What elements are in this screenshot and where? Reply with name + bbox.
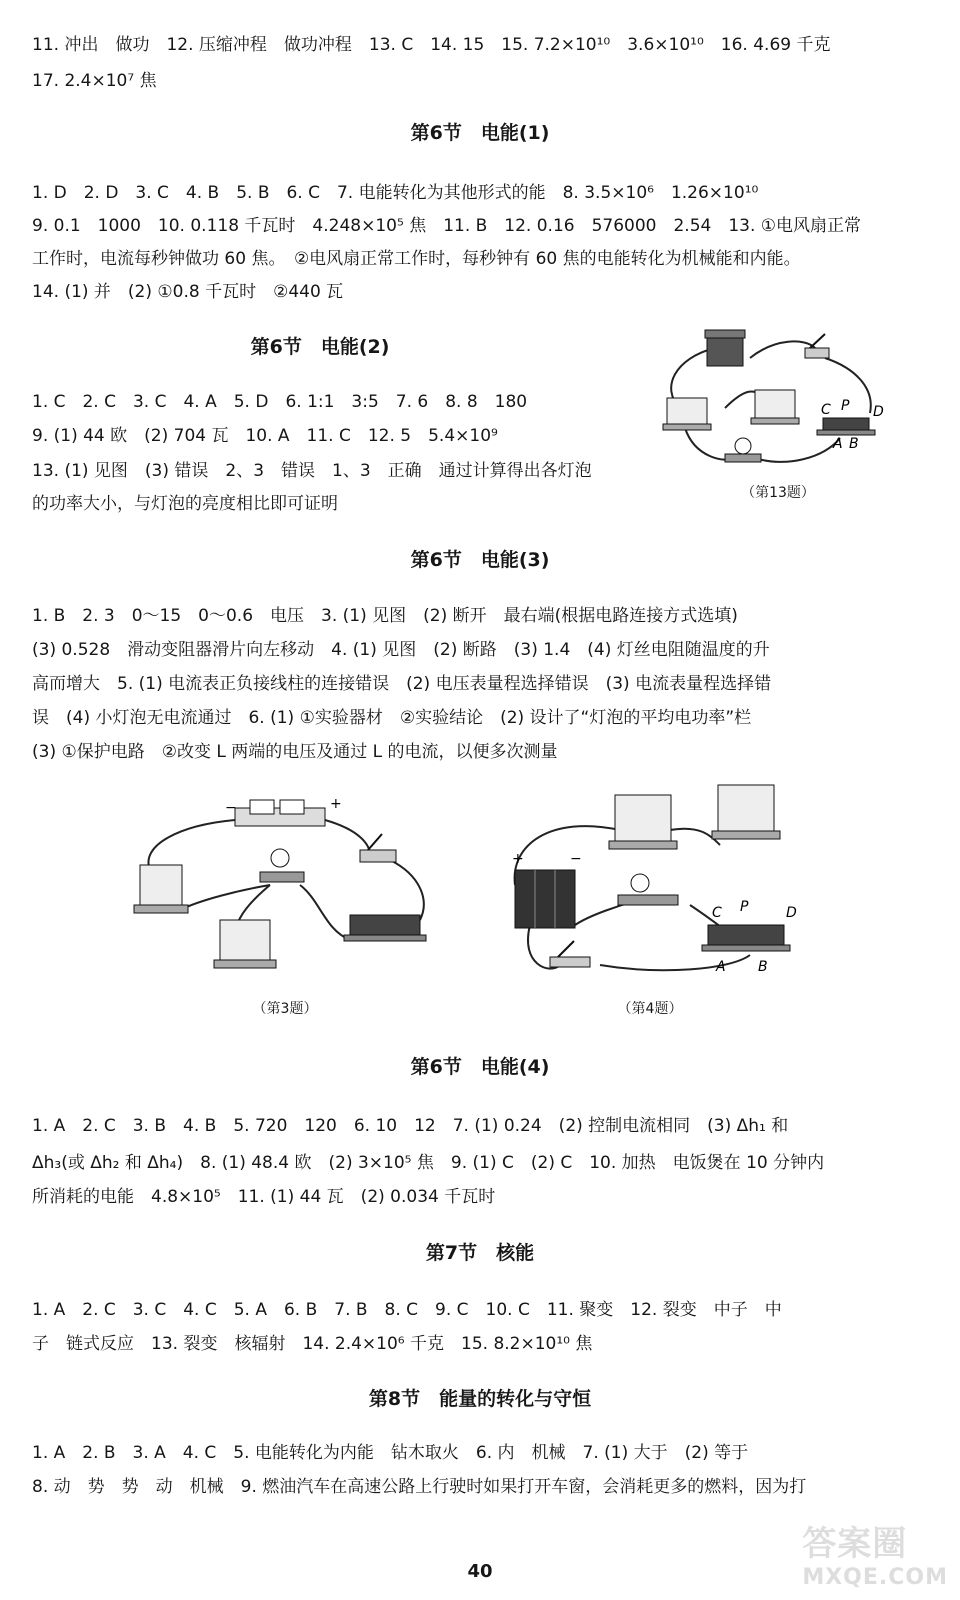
answer-line: Δh₃(或 Δh₂ 和 Δh₄) 8. (1) 48.4 欧 (2) 3×10⁵ 焦 9. (1) C (2) C 10. 加热 电饭煲在 10 分钟内 xyxy=(32,1153,825,1173)
terminal-label-a: A xyxy=(833,436,843,452)
answer-line: (3) 0.528 滑动变阻器滑片向左移动 4. (1) 见图 (2) 断路 (3) 1.4 (4) 灯丝电阻随温度的升 xyxy=(32,640,770,660)
answer-line: 所消耗的电能 4.8×10⁵ 11. (1) 44 瓦 (2) 0.034 千瓦时 xyxy=(32,1187,496,1207)
answer-line: 8. 动 势 势 动 机械 9. 燃油汽车在高速公路上行驶时如果打开车窗，会消耗更多的燃料，因为打 xyxy=(32,1477,807,1497)
circuit-figure-q13 xyxy=(655,318,895,478)
section-title: 第8节 能量的转化与守恒 xyxy=(368,1388,592,1410)
terminal-label-d: D xyxy=(873,404,884,420)
circuit-figure-q3 xyxy=(120,790,450,990)
figure-caption: （第3题） xyxy=(252,1001,318,1017)
watermark xyxy=(802,1516,948,1590)
polarity-minus: − xyxy=(570,851,582,867)
section-title: 第6节 电能(3) xyxy=(410,549,550,571)
section-title: 第6节 电能(4) xyxy=(410,1056,550,1078)
polarity-plus: + xyxy=(330,796,342,812)
answer-line: 1. C 2. C 3. C 4. A 5. D 6. 1:1 3:5 7. 6 8. 8 180 xyxy=(32,392,528,412)
terminal-label-b: B xyxy=(849,436,859,452)
terminal-label-c: C xyxy=(712,905,722,921)
terminal-label-p: P xyxy=(740,899,749,915)
answer-line: 9. 0.1 1000 10. 0.118 千瓦时 4.248×10⁵ 焦 11. B 12. 0.16 576000 2.54 13. ①电风扇正常 xyxy=(32,216,862,236)
answer-line: 1. A 2. C 3. B 4. B 5. 720 120 6. 10 12 7. (1) 0.24 (2) 控制电流相同 (3) Δh₁ 和 xyxy=(32,1116,789,1136)
terminal-label-p: P xyxy=(841,398,850,414)
answer-line: 工作时，电流每秒钟做功 60 焦。 ②电风扇正常工作时，每秒钟有 60 焦的电能转化为机械能和内能。 xyxy=(32,249,801,269)
circuit-figure-q4 xyxy=(490,775,820,990)
answer-line: 1. B 2. 3 0～15 0～0.6 电压 3. (1) 见图 (2) 断开 最右端(根据电路连接方式选填) xyxy=(32,606,738,626)
answer-line: 9. (1) 44 欧 (2) 704 瓦 10. A 11. C 12. 5 5.4×10⁹ xyxy=(32,426,498,446)
figure-caption: （第13题） xyxy=(741,485,815,501)
answer-line: 17. 2.4×10⁷ 焦 xyxy=(32,71,157,91)
answer-line: 子 链式反应 13. 裂变 核辐射 14. 2.4×10⁶ 千克 15. 8.2×10¹⁰ 焦 xyxy=(32,1334,593,1354)
polarity-minus: − xyxy=(225,800,237,816)
terminal-label-a: A xyxy=(716,959,726,975)
answer-line: 误 (4) 小灯泡无电流通过 6. (1) ①实验器材 ②实验结论 (2) 设计了“灯泡的平均电功率”栏 xyxy=(32,708,752,728)
section-title: 第7节 核能 xyxy=(425,1242,535,1264)
section-title: 第6节 电能(1) xyxy=(410,122,550,144)
terminal-label-b: B xyxy=(758,959,768,975)
answer-line: 1. A 2. B 3. A 4. C 5. 电能转化为内能 钻木取火 6. 内 机械 7. (1) 大于 (2) 等于 xyxy=(32,1443,749,1463)
answer-line: 1. A 2. C 3. C 4. C 5. A 6. B 7. B 8. C 9. C 10. C 11. 聚变 12. 裂变 中子 中 xyxy=(32,1300,782,1320)
answer-line: 11. 冲出 做功 12. 压缩冲程 做功冲程 13. C 14. 15 15. 7.2×10¹⁰ 3.6×10¹⁰ 16. 4.69 千克 xyxy=(32,35,831,55)
polarity-plus: + xyxy=(512,851,524,867)
answer-line: 13. (1) 见图 (3) 错误 2、3 错误 1、3 正确 通过计算得出各灯泡 xyxy=(32,461,592,481)
watermark-text: 答案圈 xyxy=(802,1524,908,1564)
terminal-label-c: C xyxy=(821,402,831,418)
answer-line: 高而增大 5. (1) 电流表正负接线柱的连接错误 (2) 电压表量程选择错误 (3) 电流表量程选择错 xyxy=(32,674,772,694)
section-title: 第6节 电能(2) xyxy=(250,336,390,358)
answer-line: (3) ①保护电路 ②改变 L 两端的电压及通过 L 的电流，以便多次测量 xyxy=(32,742,558,762)
page-number: 40 xyxy=(467,1561,493,1582)
watermark-url: MXQE.COM xyxy=(802,1565,948,1590)
terminal-label-d: D xyxy=(786,905,797,921)
answer-line: 14. (1) 并 (2) ①0.8 千瓦时 ②440 瓦 xyxy=(32,282,344,302)
figure-caption: （第4题） xyxy=(617,1001,683,1017)
answer-line: 的功率大小，与灯泡的亮度相比即可证明 xyxy=(32,494,338,514)
answer-line: 1. D 2. D 3. C 4. B 5. B 6. C 7. 电能转化为其他形式的能 8. 3.5×10⁶ 1.26×10¹⁰ xyxy=(32,183,759,203)
